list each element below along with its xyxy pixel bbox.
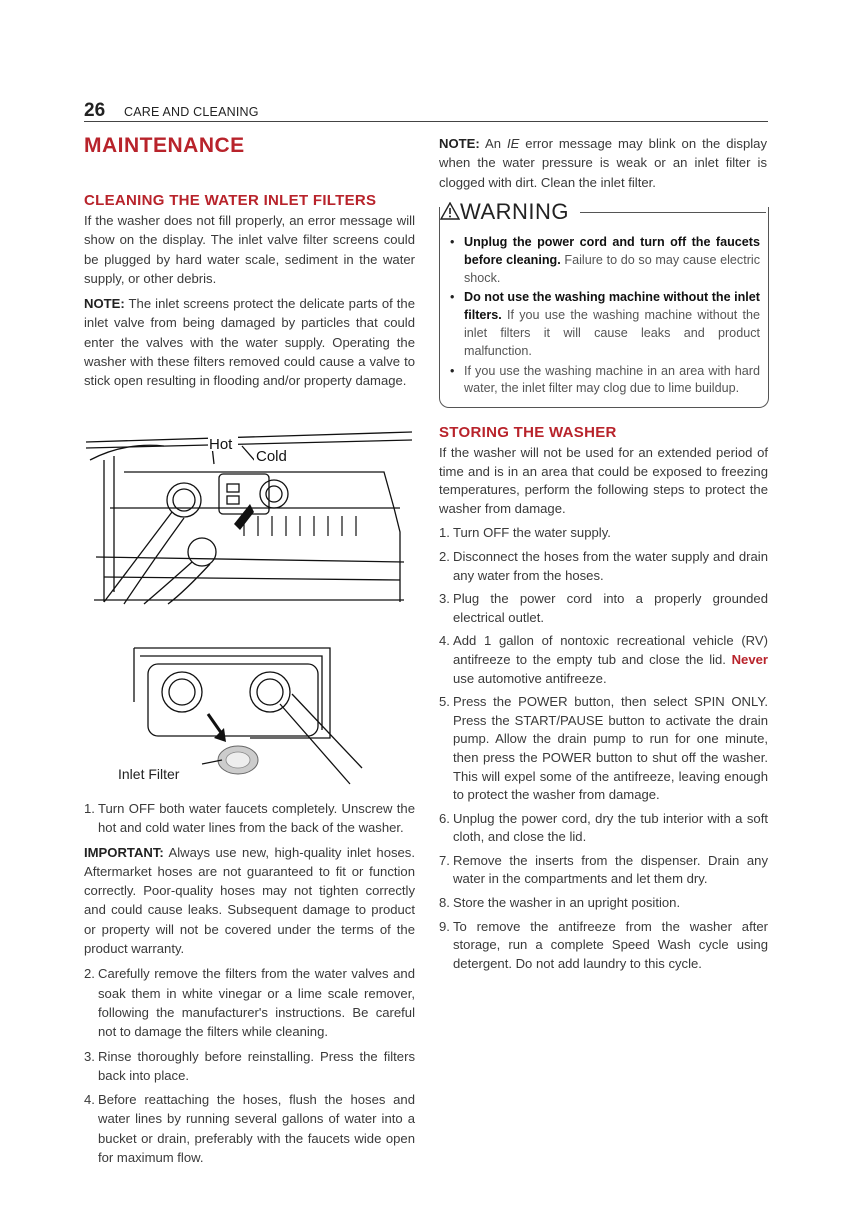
important-text: Always use new, high-quality inlet hoses. Aftermarket hoses are not guaranteed to fit or function correctly. Poor-quality hoses may not tighten correctly and could cause leaks. Subsequent damage to product or property will not be covered under the terms of the product warranty. [84,844,415,957]
hot-label: Hot [209,436,233,453]
warning-item-1: • Unplug the power cord and turn off the faucets before cleaning. Failure to do so may cause electric shock. [450,235,760,285]
note-label: NOTE: [84,296,125,312]
never-warning: Never [731,651,768,667]
cleaning-intro: If the washer does not fill properly, an error message will show on the display. The inlet valve filter screens could be plugged by hard water scale, sediment in the water supply, or other debris. [84,213,415,286]
storing-step-4: 4. Add 1 gallon of nontoxic recreational vehicle (RV) antifreeze to the empty tub and close the lid. Never use automotive antifreeze. [439,633,768,686]
storing-step-1: 1. Turn OFF the water supply. [439,525,611,541]
storing-steps [439,524,768,973]
page-title: MAINTENANCE [84,134,245,157]
section-title: CARE AND CLEANING [124,105,259,119]
ie-note-label: NOTE: [439,136,480,151]
storing-step-3: 3. Plug the power cord into a properly grounded electrical outlet. [439,591,768,625]
storing-step-9: 9. To remove the antifreeze from the washer after storage, run a complete Speed Wash cycle using detergent. Do not add laundry to this cycle. [439,918,768,971]
warning-heading [440,199,575,225]
cleaning-step-3: 3. Rinse thoroughly before reinstalling. Press the filters back into place. [84,1048,415,1083]
washer-back-illustration [84,412,416,608]
important-label: IMPORTANT: [84,844,164,860]
cold-label: Cold [256,448,287,465]
cleaning-step-4: 4. Before reattaching the hoses, flush the hoses and water lines by running several gallons of water into a bucket or drain, preferably with the faucets wide open for maximum flow. [84,1092,415,1166]
ie-error-code: IE [506,136,520,151]
storing-step-6: 6. Unplug the power cord, dry the tub interior with a soft cloth, and close the lid. [439,810,768,845]
cleaning-intro-block [84,211,415,397]
storing-step-2: 2. Disconnect the hoses from the water supply and drain any water from the hoses. [439,548,768,583]
warning-list [450,234,760,400]
inlet-filter-label: Inlet Filter [118,766,180,782]
storing-block [439,444,768,978]
warning-triangle-icon [440,202,460,220]
cleaning-step-1: 1. Turn OFF both water faucets completely. Unscrew the hot and cold water lines from the back of the washer. [84,801,415,836]
cleaning-note [84,294,415,390]
note-text: The inlet screens protect the delicate parts of the inlet valve from being damaged by particles that could enter the valves with the water supply. Operating the washer with these filters removed could cause a valve to stick open resulting in flooding and/or property damage. [84,296,415,389]
warning-item-2: • Do not use the washing machine without the inlet filters. If you use the washing machine without the inlet filters it will cause leaks and product malfunction. [450,290,760,358]
storing-step-8: 8. Store the washer in an upright position. [439,895,681,911]
cleaning-steps-2 [84,964,415,1167]
storing-step-5: 5. Press the POWER button, then select SPIN ONLY. Press the START/PAUSE button to activate the drain pump. Allow the drain pump to run for one minute, then press the POWER button to shut off the washer. This will expel some of the antifreeze, leaving enough to protect the washer from damage. [439,694,768,803]
warning-item-3: • If you use the washing machine in an area with hard water, the inlet filter may clog due to lime buildup. [450,363,760,396]
page-number: 26 [84,100,106,121]
storing-heading: STORING THE WASHER [439,424,617,441]
storing-step-7: 7. Remove the inserts from the dispenser. Drain any water in the compartments and let them dry. [439,852,768,887]
cleaning-step-2: 2. Carefully remove the filters from the water valves and soak them in white vinegar or a lime scale remover, following the manufacturer's instructions. Be careful not to damage the filters while cleaning. [84,966,415,1040]
storing-intro: If the washer will not be used for an extended period of time and is in an area that could be exposed to freezing temperatures, perform the following steps to protect the washer from damage. [439,445,768,516]
warning-top-rule [580,212,766,213]
cleaning-steps-1 [84,799,415,838]
cleaning-steps-block [84,799,415,1172]
warning-title: WARNING [460,199,570,224]
ie-error-note: NOTE: An IE error message may blink on the display when the water pressure is weak or an inlet filter is clogged with dirt. Clean the inlet filter. [439,136,767,190]
important-note [84,843,415,959]
header-rule [84,121,768,122]
cleaning-heading: CLEANING THE WATER INLET FILTERS [84,192,377,209]
